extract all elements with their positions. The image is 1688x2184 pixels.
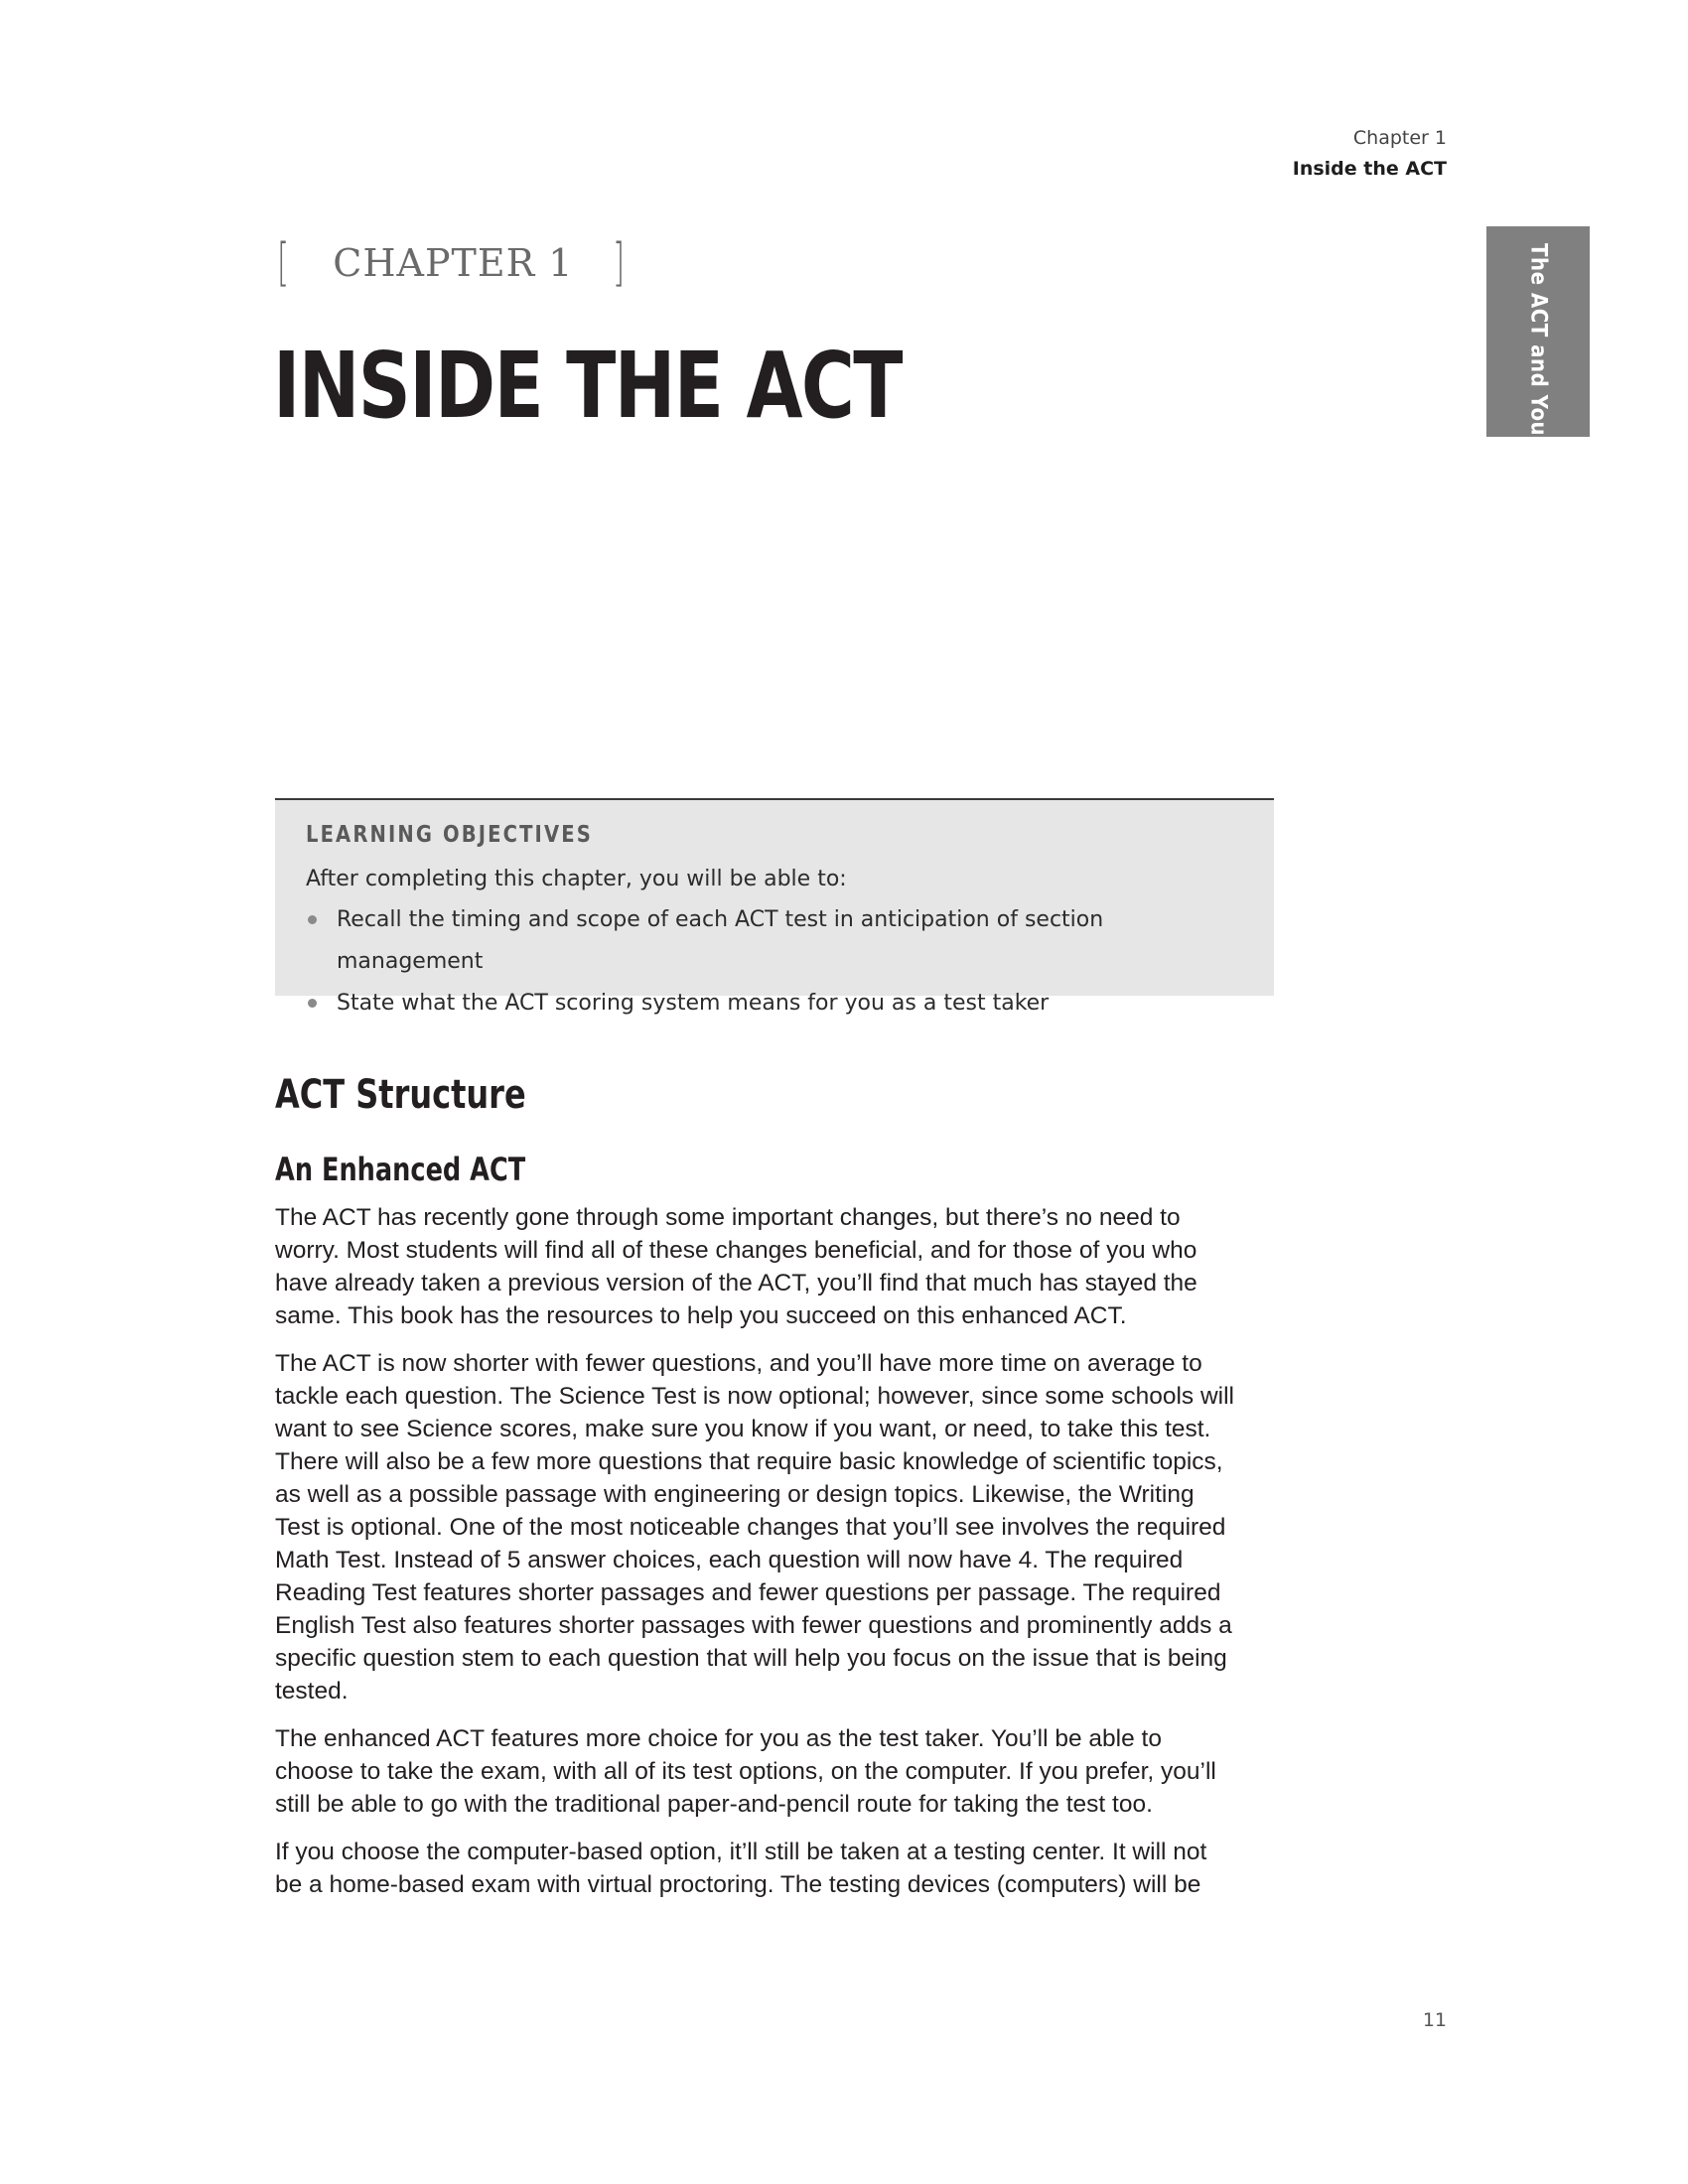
learning-objectives-list	[306, 899, 1244, 1024]
chapter-label	[273, 233, 630, 293]
learning-objectives-heading: LEARNING OBJECTIVES	[306, 822, 593, 848]
list-item	[306, 899, 1244, 983]
running-head-title: Inside the ACT	[1292, 158, 1447, 180]
list-item-text: Recall the timing and scope of each ACT test in anticipation of section management	[337, 907, 1104, 974]
chapter-number: CHAPTER 1	[333, 241, 574, 285]
list-item-text: State what the ACT scoring system means for you as a test taker	[337, 991, 1050, 1016]
learning-objectives-intro: After completing this chapter, you will be able to:	[306, 867, 847, 891]
chapter-title: INSIDE THE ACT	[273, 333, 902, 439]
paragraph: The ACT has recently gone through some important changes, but there’s no need to worry. Most students will find all of these changes beneficial, and for those of you who have already taken a previous version of the ACT, you’ll find that much has stayed the same. This book has the resources to help you succeed on this enhanced ACT.	[275, 1204, 1197, 1329]
running-head-chapter: Chapter 1	[1352, 127, 1447, 149]
page-number: 11	[1422, 2009, 1447, 2031]
paragraph: The enhanced ACT features more choice for you as the test taker. You’ll be able to choose to take the exam, with all of its test options, on the computer. If you prefer, you’ll still be able to go with the traditional paper-and-pencil route for taking the test too.	[275, 1725, 1216, 1818]
learning-objectives-box	[275, 798, 1274, 1016]
chapter-open-bracket: [	[277, 233, 290, 293]
paragraph: If you choose the computer-based option, it’ll still be taken at a testing center. It will not be a home-based exam with virtual proctoring. The testing devices (computers) will be	[275, 1839, 1207, 1898]
bullet-icon	[308, 915, 317, 924]
side-tab	[1486, 226, 1590, 437]
list-item	[306, 983, 1244, 1024]
side-tab-label: The ACT and You	[1525, 243, 1551, 437]
chapter-close-bracket: ]	[613, 233, 626, 293]
paragraph: The ACT is now shorter with fewer questions, and you’ll have more time on average to tackle each question. The Science Test is now optional; however, since some schools will want to see Science scores, make sure you know if you want, or need, to take this test. There will also be a few more questions that require basic knowledge of scientific topics, as well as a possible passage with engineering or design topics. Likewise, the Writing Test is optional. One of the most noticeable changes that you’ll see involves the required Math Test. Instead of 5 answer choices, each question will now have 4. The required Reading Test features shorter passages and fewer questions per passage. The required English Test also features shorter passages with fewer questions and prominently adds a specific question stem to each question that will help you focus on the issue that is being tested.	[275, 1350, 1235, 1705]
section-heading: ACT Structure	[275, 1072, 526, 1118]
running-head	[1293, 123, 1447, 185]
body-text	[275, 1201, 1238, 1916]
sub-heading: An Enhanced ACT	[275, 1151, 526, 1188]
bullet-icon	[308, 999, 317, 1008]
